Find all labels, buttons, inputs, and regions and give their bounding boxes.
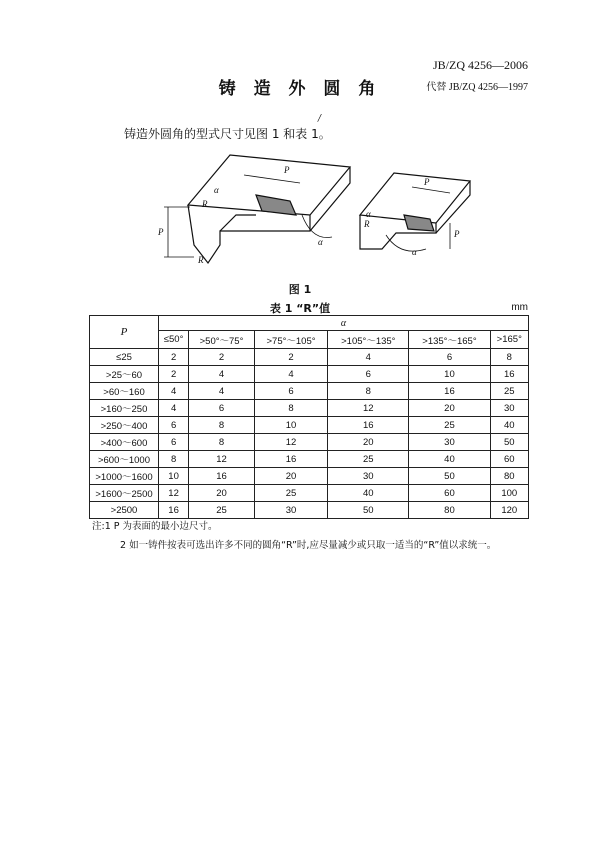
r-value-cell: 16 <box>189 468 255 485</box>
page-title: 铸 造 外 圆 角 <box>218 79 382 99</box>
figure-label-alpha: α <box>214 185 219 195</box>
r-value-cell: 20 <box>409 400 490 417</box>
intro-text: 铸造外圆角的型式尺寸见图 1 和表 1。 <box>124 127 331 141</box>
row-p-cell: >1600～2500 <box>90 485 159 502</box>
row-p-cell: >250～400 <box>90 417 159 434</box>
r-value-cell: 4 <box>254 366 327 383</box>
r-value-cell: 20 <box>189 485 255 502</box>
r-value-cell: 6 <box>254 383 327 400</box>
standard-code: JB/ZQ 4256—2006 <box>432 58 528 72</box>
r-value-cell: 25 <box>189 502 255 519</box>
r-value-cell: 4 <box>189 366 255 383</box>
figure-label-p-side: P <box>158 227 164 237</box>
r-value-cell: 50 <box>328 502 409 519</box>
r-value-cell: 40 <box>409 451 490 468</box>
r-value-cell: 20 <box>328 434 409 451</box>
row-p-cell: >1000～1600 <box>90 468 159 485</box>
r-value-cell: 4 <box>159 400 189 417</box>
figure-label-alpha-3: α <box>366 209 371 219</box>
r-value-cell: 20 <box>254 468 327 485</box>
table-row <box>90 366 529 383</box>
r-value-cell: 60 <box>409 485 490 502</box>
table-row <box>90 451 529 468</box>
header-alpha: α <box>159 316 529 331</box>
figure-label-alpha-2: α <box>318 237 323 247</box>
r-value-cell: 4 <box>189 383 255 400</box>
column-header: >105°～135° <box>328 331 409 349</box>
r-value-cell: 30 <box>328 468 409 485</box>
note-1: 注:1 P 为表面的最小边尺寸。 <box>92 521 218 532</box>
row-p-cell: >60～160 <box>90 383 159 400</box>
figure-label-p-side-2: P <box>454 229 460 239</box>
table-row <box>90 349 529 366</box>
scan-mark: / <box>318 114 322 124</box>
row-p-cell: >400～600 <box>90 434 159 451</box>
table-row <box>90 400 529 417</box>
notes <box>92 517 496 555</box>
r-value-cell: 10 <box>409 366 490 383</box>
row-p-cell: ≤25 <box>90 349 159 366</box>
r-value-cell: 12 <box>254 434 327 451</box>
r-value-cell: 80 <box>490 468 528 485</box>
r-value-cell: 8 <box>189 417 255 434</box>
row-p-cell: >160～250 <box>90 400 159 417</box>
r-value-cell: 16 <box>254 451 327 468</box>
r-value-cell: 8 <box>490 349 528 366</box>
r-value-cell: 50 <box>490 434 528 451</box>
replaces-standard: 代替 JB/ZQ 4256—1997 <box>426 82 528 93</box>
right-block-drawing <box>360 173 470 251</box>
r-value-cell: 10 <box>159 468 189 485</box>
r-value-cell: 2 <box>159 349 189 366</box>
r-value-cell: 2 <box>159 366 189 383</box>
column-header: ≤50° <box>159 331 189 349</box>
r-value-cell: 12 <box>159 485 189 502</box>
note-2: 2 如一铸件按表可选出许多不同的圆角“R”时,应尽量减少或只取一适当的“R”值以求统一。 <box>120 540 497 551</box>
r-value-cell: 16 <box>159 502 189 519</box>
row-p-cell: >2500 <box>90 502 159 519</box>
r-value-cell: 30 <box>254 502 327 519</box>
table-row <box>90 417 529 434</box>
r-value-cell: 6 <box>159 434 189 451</box>
column-header: >75°～105° <box>254 331 327 349</box>
figure-label-p-top: P <box>284 165 290 175</box>
row-p-cell: >25～60 <box>90 366 159 383</box>
r-value-cell: 6 <box>409 349 490 366</box>
header-p: P <box>90 316 159 349</box>
casting-fillet-figure <box>150 145 480 275</box>
r-value-cell: 4 <box>328 349 409 366</box>
r-value-cell: 8 <box>159 451 189 468</box>
table-row <box>90 434 529 451</box>
r-value-cell: 120 <box>490 502 528 519</box>
table-caption: 表 1 “R”值 <box>269 302 331 315</box>
table-unit: mm <box>511 302 528 313</box>
r-value-cell: 30 <box>490 400 528 417</box>
r-value-cell: 12 <box>189 451 255 468</box>
r-value-cell: 40 <box>328 485 409 502</box>
r-value-cell: 6 <box>328 366 409 383</box>
table-row <box>90 383 529 400</box>
r-value-cell: 2 <box>189 349 255 366</box>
r-value-cell: 100 <box>490 485 528 502</box>
figure-caption: 图 1 <box>288 283 312 296</box>
figure-label-alpha-4: α <box>412 247 417 257</box>
figure-label-r-2: R <box>364 219 370 229</box>
r-value-cell: 60 <box>490 451 528 468</box>
r-value-cell: 2 <box>254 349 327 366</box>
r-value-cell: 6 <box>189 400 255 417</box>
r-value-cell: 16 <box>409 383 490 400</box>
table-row <box>90 485 529 502</box>
r-value-cell: 25 <box>490 383 528 400</box>
r-value-cell: 25 <box>254 485 327 502</box>
r-value-cell: 50 <box>409 468 490 485</box>
column-header: >135°～165° <box>409 331 490 349</box>
r-value-cell: 16 <box>490 366 528 383</box>
r-value-cell: 8 <box>328 383 409 400</box>
r-value-cell: 30 <box>409 434 490 451</box>
r-value-cell: 12 <box>328 400 409 417</box>
r-value-cell: 80 <box>409 502 490 519</box>
table-body <box>90 349 529 519</box>
row-p-cell: >600～1000 <box>90 451 159 468</box>
r-value-cell: 6 <box>159 417 189 434</box>
r-value-cell: 25 <box>409 417 490 434</box>
figure-label-r: R <box>202 199 208 209</box>
r-value-table <box>89 315 529 519</box>
r-value-cell: 8 <box>189 434 255 451</box>
r-value-cell: 25 <box>328 451 409 468</box>
r-value-cell: 10 <box>254 417 327 434</box>
r-value-cell: 16 <box>328 417 409 434</box>
column-header: >165° <box>490 331 528 349</box>
table-row <box>90 502 529 519</box>
r-value-cell: 8 <box>254 400 327 417</box>
r-value-cell: 4 <box>159 383 189 400</box>
column-header: >50°～75° <box>189 331 255 349</box>
table-row <box>90 468 529 485</box>
figure-label-p-top-2: P <box>424 177 430 187</box>
r-value-cell: 40 <box>490 417 528 434</box>
figure-label-r-bottom: R <box>198 255 204 265</box>
